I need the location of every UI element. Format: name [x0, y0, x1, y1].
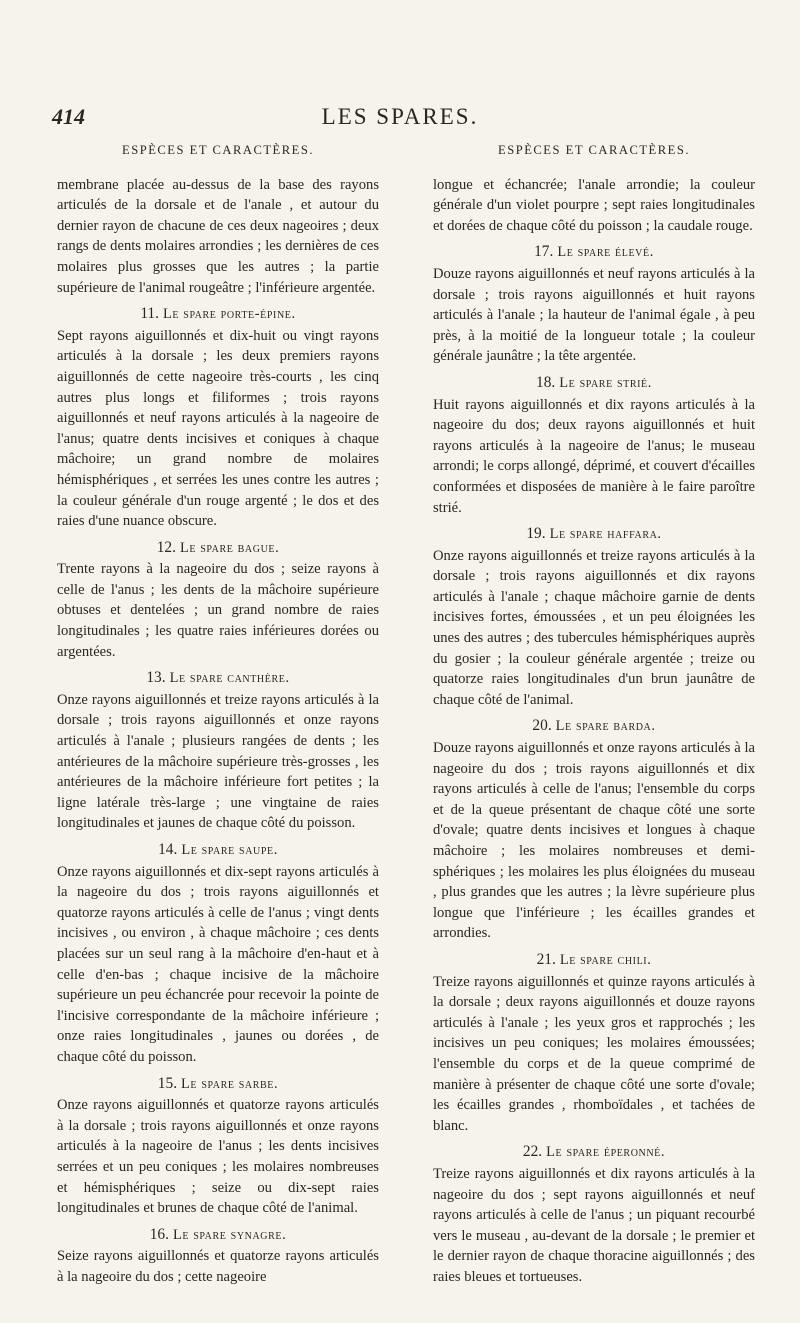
species-heading — [433, 524, 755, 545]
species-name: Le spare éperonné. — [546, 1144, 666, 1161]
species-number: 22. — [522, 1143, 543, 1161]
intro-paragraph: membrane placée au-dessus de la base des rayons articulés de la dorsale et de l'anale , et autour du dernier rayon de chacune de ces deux nageoires ; deux rangs de dents molaires arrondies ; les dernières de ces molaires plus grosses que les autres ; la partie supérieure de l'animal rougeâtre ; l'inférieure argentée. — [57, 176, 379, 296]
species-name: Le spare bague. — [179, 539, 280, 556]
intro-paragraph: longue et échancrée; l'anale arrondie; la couleur générale d'un violet pourpre ; sept raies longitudinales et dorées de chaque côté du poisson ; la caudale rouge. — [433, 176, 755, 234]
species-number: 11. — [140, 305, 159, 323]
species-heading — [433, 373, 755, 394]
species-number: 16. — [149, 1225, 169, 1243]
species-number: 12. — [156, 538, 176, 556]
species-name: Le spare sarbe. — [181, 1075, 279, 1092]
species-heading — [433, 1142, 755, 1163]
species-number: 15. — [157, 1074, 178, 1092]
species-number: 13. — [146, 669, 166, 687]
running-title: LES SPARES. — [321, 104, 479, 129]
species-description: Treize rayons aiguillonnés et dix rayons articulés à la nageoire du dos ; sept rayons aiguillonnés et neuf rayons articulés à celle de l'anus ; un piquant recourbé vers le museau , au-devant de la dorsale ; le premier et le dernier rayon de chaque thoracine aiguillonnés ; des raies bleues et tortueuses. — [433, 1165, 755, 1285]
species-description: Sept rayons aiguillonnés et dix-huit ou vingt rayons articulés à la dorsale ; les deux premiers rayons aiguillonnés de cette nageoire très-courts , les cinq autres plus longs et filiformes ; trois rayons aiguillonnés et neuf rayons articulés à la nageoire de l'anus; quatre dents incisives et coniques à chaque mâchoire; un grand nombre de molaires hémisphériques , et serrées les unes contre les autres ; la couleur générale d'un rouge argenté ; le dos et des raies d'une nuance obscure. — [57, 327, 379, 530]
species-heading — [57, 1074, 379, 1095]
species-number: 14. — [158, 841, 178, 858]
species-description: Onze rayons aiguillonnés et treize rayons articulés à la dorsale ; trois rayons aiguillonnés et onze rayons articulés à l'anale ; plusieurs rangées de dents ; les antérieures de la mâchoire supérieure très-grosses , les antérieures de la mâchoire inférieure fort petites ; la ligne latérale très-large ; une vingtaine de raies longitudinales et jaunes de chaque côté du poisson. — [57, 691, 379, 832]
species-heading — [57, 1225, 379, 1246]
species-name: Le spare haffara. — [549, 526, 662, 543]
species-name: Le spare barda. — [555, 718, 656, 735]
species-name: Le spare chili. — [559, 951, 652, 968]
species-description: Treize rayons aiguillonnés et quinze rayons articulés à la dorsale ; deux rayons aiguillonnés et douze rayons articulés à l'anale ; les yeux gros et rapprochés ; les incisives un peu coniques; les molaires émoussées; l'ensemble du corps et de la queue comprimé de manière à présenter de chaque côté une sorte d'ovale; les écailles grandes , rhomboïdales , et tachées de blanc. — [433, 973, 755, 1134]
species-entries — [57, 304, 379, 1287]
species-name: Le spare saupe. — [181, 842, 278, 858]
species-heading — [433, 242, 755, 263]
column-header: ESPÈCES ET CARACTÈRES. — [122, 143, 314, 157]
species-name: Le spare synagre. — [172, 1226, 287, 1243]
species-heading — [57, 304, 379, 325]
species-name: Le spare élevé. — [557, 244, 654, 261]
species-number: 21. — [536, 950, 556, 968]
species-heading — [57, 538, 379, 559]
right-column — [433, 140, 755, 1287]
left-column — [57, 140, 379, 1287]
species-name: Le spare canthère. — [169, 670, 290, 687]
species-description: Huit rayons aiguillonnés et dix rayons articulés à la nageoire du dos; deux rayons aiguillonnés et huit rayons articulés à la nageoire de l'anus; le museau arrondi; le corps allongé, déprimé, et couvert d'écailles conformées et disposées de manière à le faire paroître strié. — [433, 396, 755, 516]
species-description: Onze rayons aiguillonnés et quatorze rayons articulés à la dorsale ; trois rayons aiguillonnés et onze rayons articulés à la nageoire de l'anus ; les dents incisives serrées et un peu coniques ; les molaires nombreuses et hémisphériques ; seize ou dix-sept raies longitudinales et brunes de chaque côté de l'animal. — [57, 1097, 379, 1217]
species-heading — [433, 950, 755, 971]
species-heading — [433, 716, 755, 737]
species-description: Seize rayons aiguillonnés et quatorze rayons articulés à la nageoire du dos ; cette nageoire — [57, 1248, 379, 1285]
species-entries — [433, 242, 755, 1287]
species-heading — [57, 668, 379, 689]
species-number: 19. — [526, 525, 546, 543]
species-number: 20. — [532, 717, 552, 735]
species-description: Trente rayons à la nageoire du dos ; seize rayons à celle de l'anus ; les dents de la mâchoire supérieure obtuses et dentelées ; un grand nombre de raies longitudinales ; les quatre raies inférieures dorées ou argentées. — [57, 561, 379, 660]
species-description: Douze rayons aiguillonnés et neuf rayons articulés à la dorsale ; trois rayons aiguillonnés et huit rayons articulés à l'anale ; la hauteur de l'animal égale , à peu près, à la moitié de la longueur totale ; la couleur générale jaunâtre ; la tête argentée. — [433, 265, 755, 365]
species-number: 18. — [536, 373, 556, 391]
species-name: Le spare porte-épine. — [162, 306, 296, 323]
page-number: 414 — [52, 104, 85, 129]
species-description: Onze rayons aiguillonnés et dix-sept rayons articulés à la nageoire du dos ; trois rayons aiguillonnés et quatorze rayons articulés à celle de l'anus ; vingt dents incisives , ou environ , à chaque mâchoire ; ces dents placées sur un seul rang à la mâchoire d'en-haut et à celle d'en-bas ; chaque incisive de la mâchoire supérieure un peu échancrée pour recevoir la pointe de l'incisive correspondante de la mâchoire inférieure ; onze raies longitudinales , jaunes ou dorées , de chaque côté du poisson. — [57, 863, 379, 1065]
species-number: 17. — [534, 243, 554, 261]
column-header: ESPÈCES ET CARACTÈRES. — [498, 143, 690, 157]
species-heading — [57, 840, 379, 861]
species-description: Douze rayons aiguillonnés et onze rayons articulés à la nageoire du dos ; trois rayons aiguillonnés et dix rayons articulés à celle de l'anus; l'ensemble du corps et de la queue présentant de chaque côté une sorte d'ovale; quatre dents incisives et longues à chaque mâchoire ; les molaires nombreuses et demi-sphériques ; les molaires les plus éloignées du museau , plus grandes que les autres ; la lèvre supérieure plus longue que l'inférieure ; les écailles grandes et arrondies. — [433, 740, 755, 942]
species-description: Onze rayons aiguillonnés et treize rayons articulés à la dorsale ; trois rayons aiguillonnés et dix rayons articulés à l'anale ; chaque mâchoire garnie de dents incisives fortes, émoussées , et un peu éloignées les unes des autres ; des tubercules hémisphériques auprès du gosier ; la couleur générale argentée ; treize ou quatorze raies longitudinales d'un brun jaunâtre de chaque côté de l'animal. — [433, 547, 755, 708]
species-name: Le spare strié. — [559, 374, 652, 391]
